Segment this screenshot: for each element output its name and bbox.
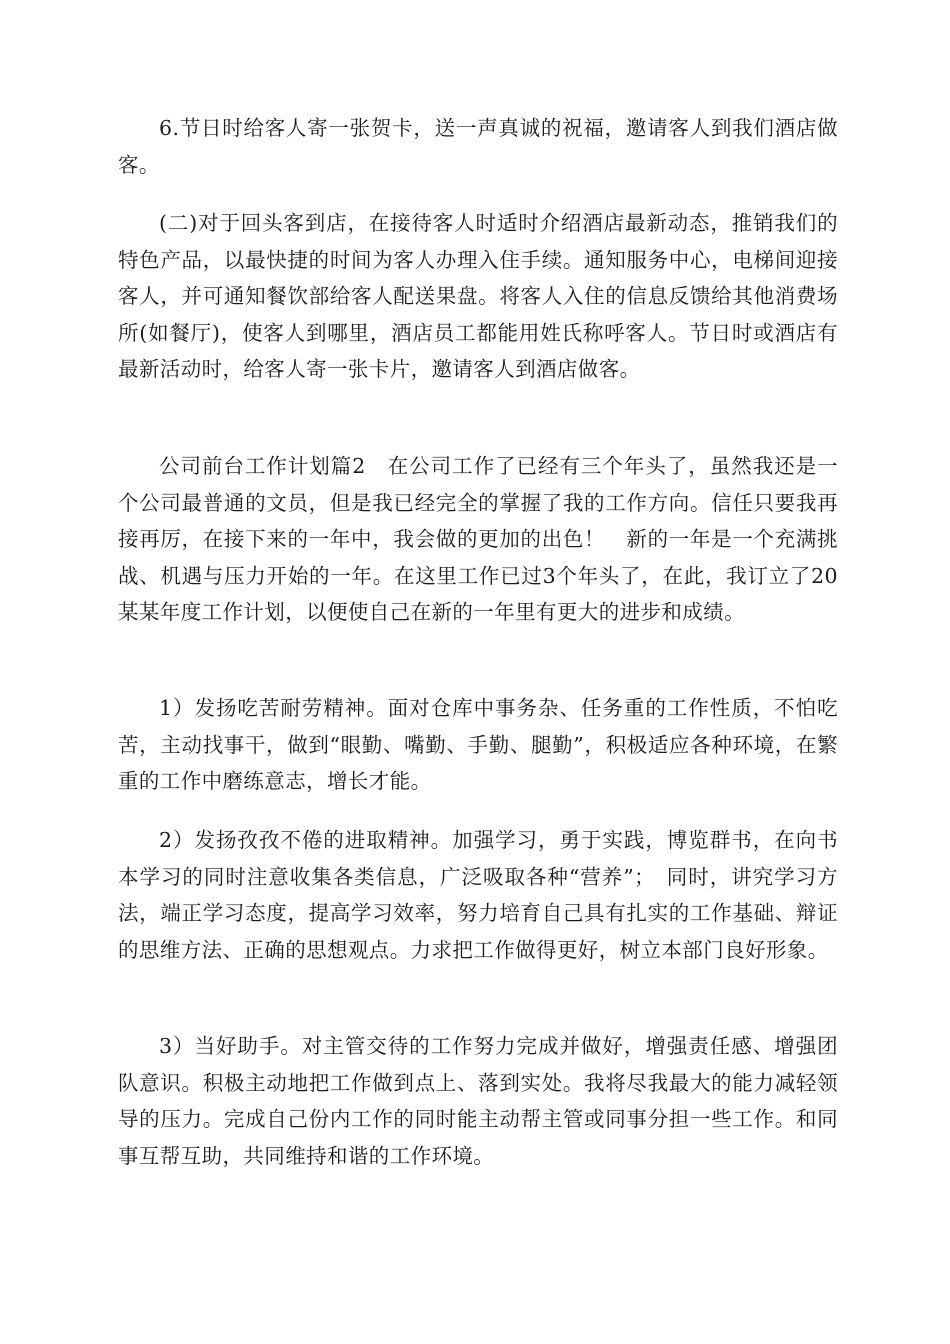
paragraph-item-1: 1）发扬吃苦耐劳精神。面对仓库中事务杂、任务重的工作性质，不怕吃苦，主动找事干，做到“眼勤、嘴勤、手勤、腿勤”，积极适应各种环境，在繁重的工作中磨练意志，增长才能。 [118,696,838,793]
paragraph-item-2: 2）发扬孜孜不倦的进取精神。加强学习，勇于实践，博览群书，在向书本学习的同时注意收集各类信息，广泛吸取各种“营养”； 同时，讲究学习方法，端正学习态度，提高学习效率，努力培育自己具有扎实的工作基础、辩证的思维方法、正确的思想观点。力求把工作做得更好，树立本部门良好形象。 [118,828,838,962]
paragraph-returning-guests: (二)对于回头客到店，在接待客人时适时介绍酒店最新动态，推销我们的特色产品，以最快捷的时间为客人办理入住手续。通知服务中心，电梯间迎接客人，并可通知餐饮部给客人配送果盘。将客人入住的信息反馈给其他消费场所(如餐厅)，使客人到哪里，酒店员工都能用姓氏称呼客人。节日时或酒店有最新活动时，给客人寄一张卡片，邀请客人到酒店做客。 [118,211,838,381]
paragraph-work-plan-intro: 公司前台工作计划篇2 在公司工作了已经有三个年头了，虽然我还是一个公司最普通的文员，但是我已经完全的掌握了我的工作方向。信任只要我再接再厉，在接下来的一年中，我会做的更加的出色！ 新的一年是一个充满挑战、机遇与压力开始的一年。在这里工作已过3个年头了，在此，我订立了20某某年度工作计划，以便使自己在新的一年里有更大的进步和成绩。 [118,454,838,624]
paragraph-greeting-card: 6.节日时给客人寄一张贺卡，送一声真诚的祝福，邀请客人到我们酒店做客。 [118,116,838,177]
paragraph-item-3: 3）当好助手。对主管交待的工作努力完成并做好，增强责任感、增强团队意识。积极主动地把工作做到点上、落到实处。我将尽我最大的能力减轻领导的压力。完成自己份内工作的同时能主动帮主管或同事分担一些工作。和同事互帮互助，共同维持和谐的工作环境。 [118,1034,838,1168]
